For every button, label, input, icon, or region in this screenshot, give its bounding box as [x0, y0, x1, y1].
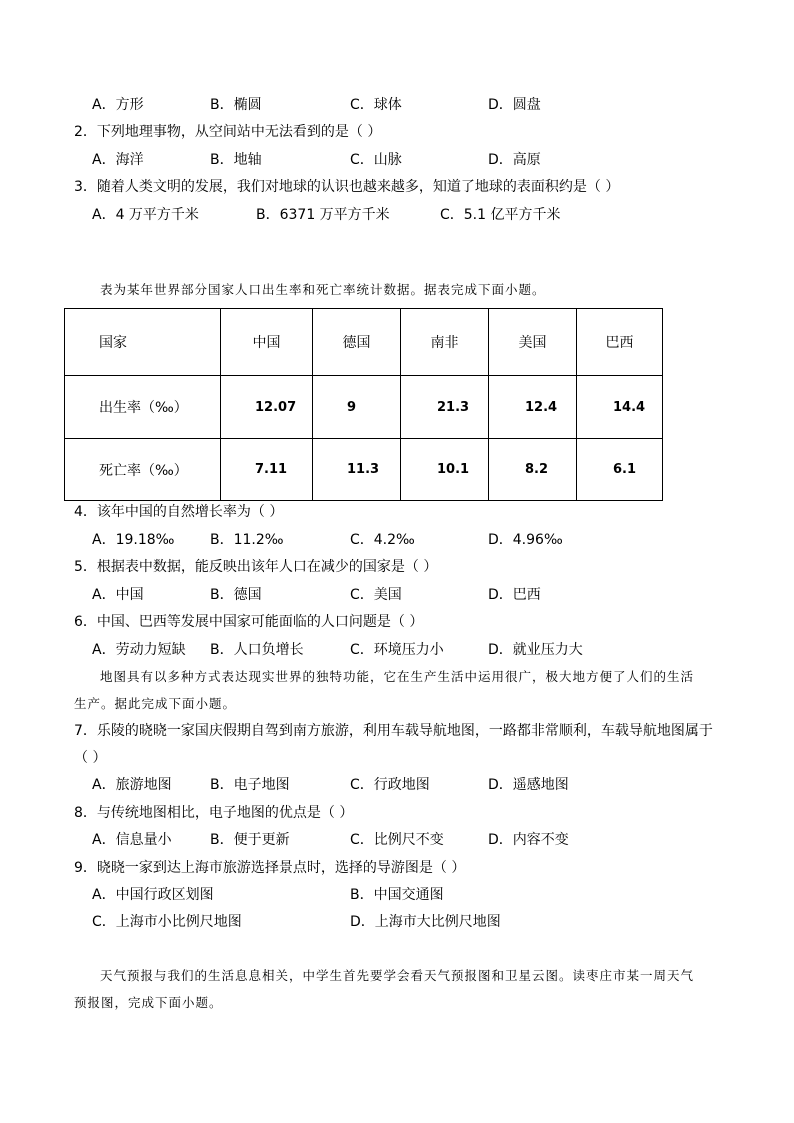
table-row	[65, 439, 663, 501]
q3-option-b: B．6371 万平方千米	[256, 207, 390, 223]
q2-option-c: C．山脉	[350, 152, 402, 168]
q7-stem: 7．乐陵的晓晓一家国庆假期自驾到南方旅游，利用车载导航地图，一路都非常顺利，车载导航地图属于	[74, 723, 713, 739]
q8-option-b: B．便于更新	[210, 832, 290, 848]
q3-option-c: C．5.1 亿平方千米	[440, 207, 561, 223]
q2-option-a: A．海洋	[92, 152, 144, 168]
q7-stem-cont: （ ）	[74, 750, 107, 766]
q5-option-a: A．中国	[92, 587, 144, 603]
q5-stem: 5．根据表中数据，能反映出该年人口在减少的国家是（ ）	[74, 559, 438, 575]
q9-option-a: A．中国行政区划图	[92, 887, 214, 903]
q6-option-c: C．环境压力小	[350, 642, 444, 658]
table-header-country: 国家	[65, 309, 221, 376]
table-cell: 10.1	[401, 439, 489, 501]
q2-option-b: B．地轴	[210, 152, 262, 168]
table-header-row	[65, 309, 663, 376]
q7-option-d: D．遥感地图	[488, 777, 569, 793]
row-label: 出生率（‰）	[65, 376, 221, 439]
q7-option-b: B．电子地图	[210, 777, 290, 793]
map-intro-line1: 地图具有以多种方式表达现实世界的独特功能，它在生产生活中运用很广，极大地方便了人们的生活	[100, 669, 695, 684]
q5-option-d: D．巴西	[488, 587, 541, 603]
q2-option-d: D．高原	[488, 152, 541, 168]
table-cell: 6.1	[577, 439, 663, 501]
q6-option-d: D．就业压力大	[488, 642, 583, 658]
q8-stem: 8．与传统地图相比，电子地图的优点是（ ）	[74, 805, 354, 821]
q3-option-a: A．4 万平方千米	[92, 207, 199, 223]
table-cell: 21.3	[401, 376, 489, 439]
table-header-cell: 德国	[313, 309, 401, 376]
table-cell: 12.07	[221, 376, 313, 439]
q6-stem: 6．中国、巴西等发展中国家可能面临的人口问题是（ ）	[74, 614, 424, 630]
q2-stem: 2．下列地理事物，从空间站中无法看到的是（ ）	[74, 124, 382, 140]
q8-option-d: D．内容不变	[488, 832, 569, 848]
table-header-cell: 南非	[401, 309, 489, 376]
q1-option-d: D．圆盘	[488, 97, 541, 113]
q4-option-d: D．4.96‰	[488, 532, 563, 548]
q5-option-c: C．美国	[350, 587, 402, 603]
q8-option-c: C．比例尺不变	[350, 832, 444, 848]
q9-option-d: D．上海市大比例尺地图	[350, 914, 501, 930]
weather-intro-line2: 预报图，完成下面小题。	[74, 995, 223, 1010]
population-table	[64, 308, 663, 501]
q4-option-b: B．11.2‰	[210, 532, 284, 548]
q5-option-b: B．德国	[210, 587, 262, 603]
row-label: 死亡率（‰）	[65, 439, 221, 501]
map-intro-line2: 生产。据此完成下面小题。	[74, 696, 237, 711]
table-row	[65, 376, 663, 439]
q6-option-a: A．劳动力短缺	[92, 642, 186, 658]
q1-option-a: A．方形	[92, 97, 144, 113]
q4-stem: 4．该年中国的自然增长率为（ ）	[74, 504, 284, 520]
q4-option-a: A．19.18‰	[92, 532, 175, 548]
q7-option-c: C．行政地图	[350, 777, 430, 793]
table-header-cell: 中国	[221, 309, 313, 376]
q9-option-c: C．上海市小比例尺地图	[92, 914, 242, 930]
q4-option-c: C．4.2‰	[350, 532, 415, 548]
table-header-cell: 美国	[489, 309, 577, 376]
table-cell: 9	[313, 376, 401, 439]
q9-option-b: B．中国交通图	[350, 887, 444, 903]
table-header-cell: 巴西	[577, 309, 663, 376]
table-cell: 14.4	[577, 376, 663, 439]
q8-option-a: A．信息量小	[92, 832, 172, 848]
q1-option-b: B．椭圆	[210, 97, 262, 113]
table-intro: 表为某年世界部分国家人口出生率和死亡率统计数据。据表完成下面小题。	[100, 282, 546, 297]
table-cell: 12.4	[489, 376, 577, 439]
q1-option-c: C．球体	[350, 97, 402, 113]
q6-option-b: B．人口负增长	[210, 642, 304, 658]
table-cell: 8.2	[489, 439, 577, 501]
weather-intro-line1: 天气预报与我们的生活息息相关，中学生首先要学会看天气预报图和卫星云图。读枣庄市某一周天气	[100, 968, 695, 983]
table-cell: 11.3	[313, 439, 401, 501]
q9-stem: 9．晓晓一家到达上海市旅游选择景点时，选择的导游图是（ ）	[74, 860, 466, 876]
table-cell: 7.11	[221, 439, 313, 501]
q3-stem: 3．随着人类文明的发展，我们对地球的认识也越来越多，知道了地球的表面积约是（ ）	[74, 179, 620, 195]
q7-option-a: A．旅游地图	[92, 777, 172, 793]
